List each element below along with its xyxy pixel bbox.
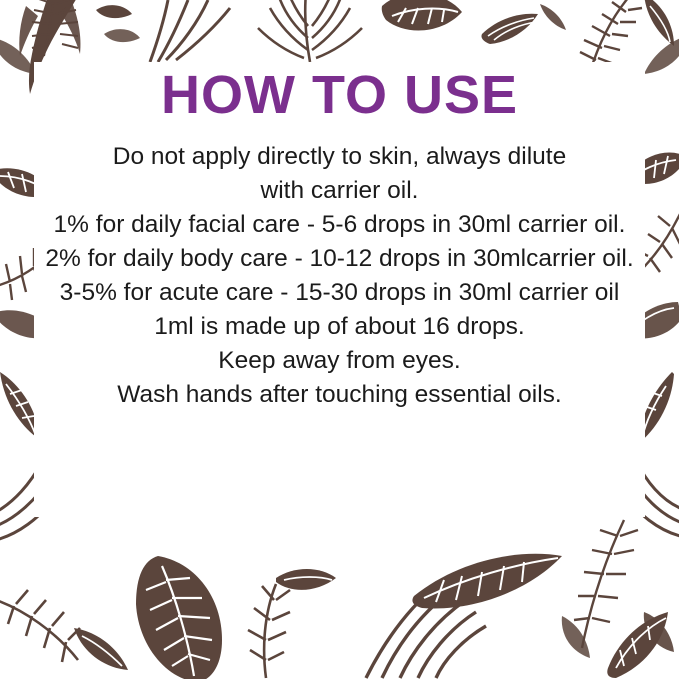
instruction-line: Wash hands after touching essential oils. (117, 381, 562, 408)
instruction-line: 1% for daily facial care - 5-6 drops in 30ml carrier oil. (53, 211, 626, 238)
instruction-line: 3-5% for acute care - 15-30 drops in 30ml carrier oil (59, 279, 620, 306)
instructions-block (8, 140, 671, 412)
instruction-line: 1ml is made up of about 16 drops. (154, 313, 525, 340)
instruction-line: with carrier oil. (260, 177, 419, 204)
page-title: HOW TO USE (160, 65, 519, 126)
instruction-line: Do not apply directly to skin, always dilute (112, 143, 567, 170)
instruction-line: Keep away from eyes. (218, 347, 461, 374)
instruction-line: 2% for daily body care - 10-12 drops in 30mlcarrier oil. (45, 245, 634, 272)
